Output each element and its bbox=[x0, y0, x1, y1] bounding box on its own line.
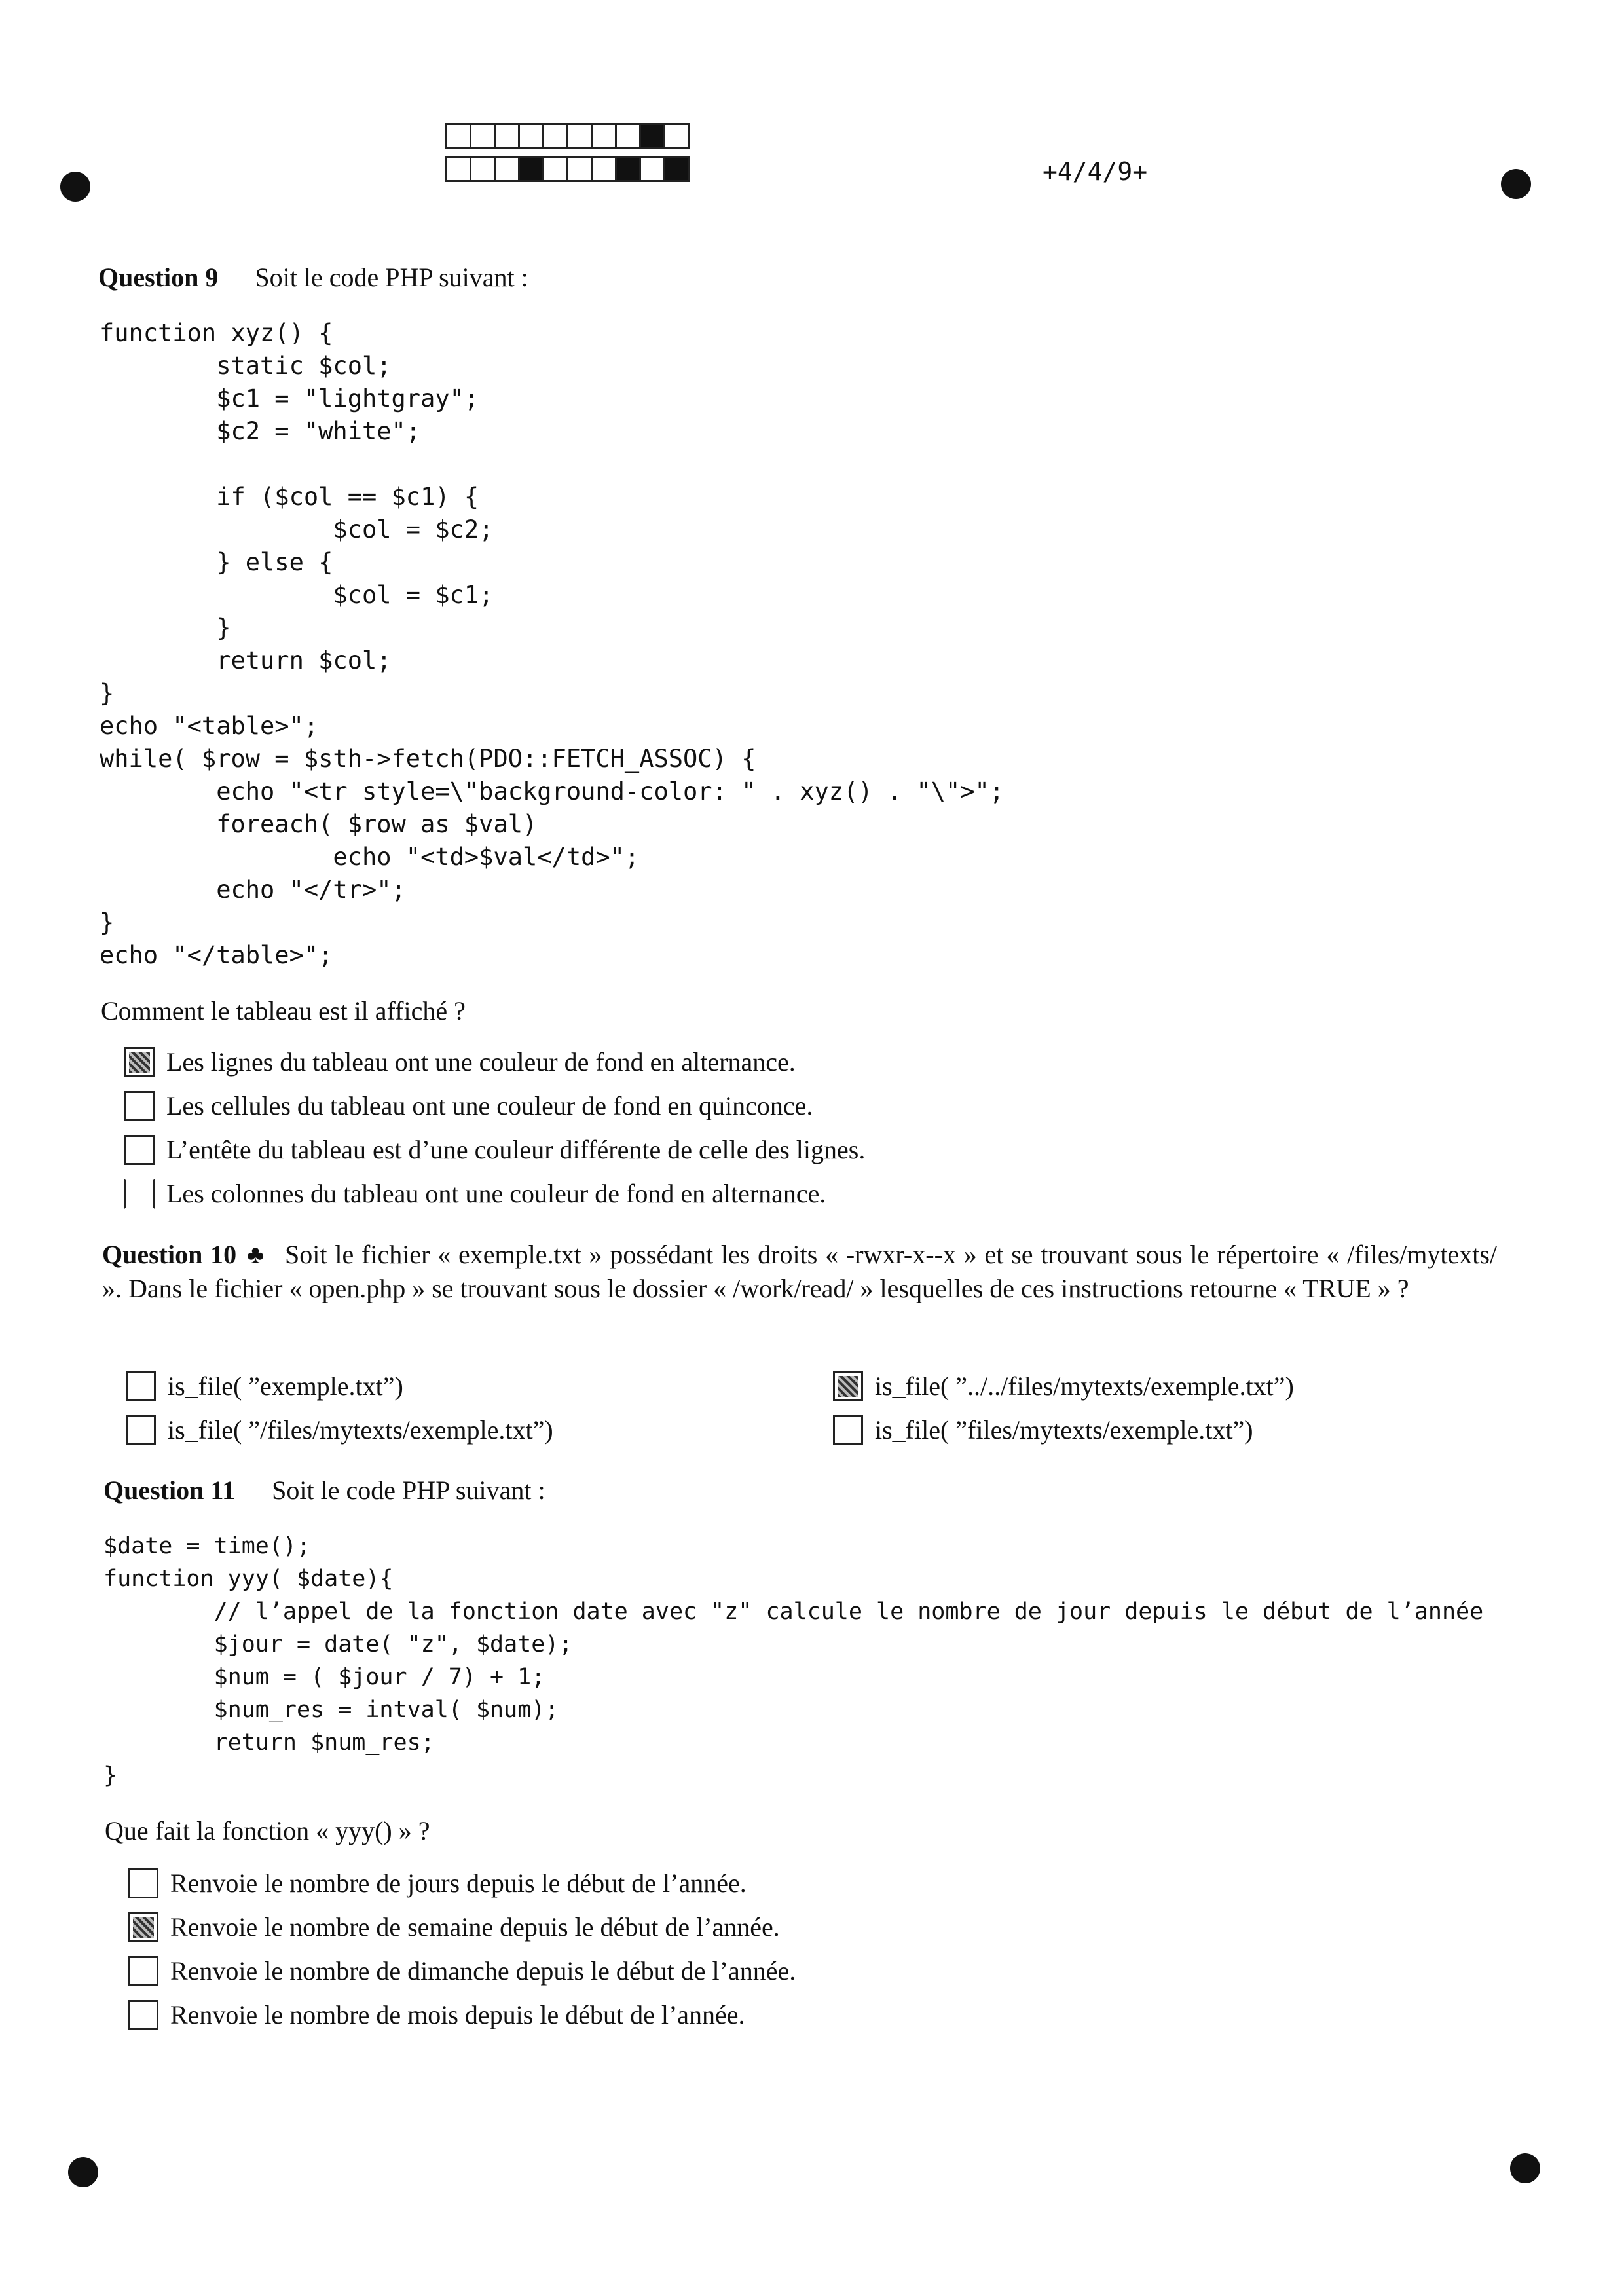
page-id-grid-row-2 bbox=[445, 156, 688, 182]
id-cell-empty bbox=[542, 123, 568, 149]
id-cell-filled bbox=[639, 123, 665, 149]
q10-text: Soit le fichier « exemple.txt » possédant les droits « -rwxr-x--x » et se trouvant sous le répertoire « /files/mytexts/ ». Dans le fichier « open.php » se trouvant sous le dossier « /work/read/ » lesquelles de ces instructions retourne « TRUE » ? bbox=[102, 1240, 1498, 1303]
checkbox-checked[interactable] bbox=[833, 1371, 863, 1401]
q11-header bbox=[103, 1475, 545, 1506]
q11-choice-2[interactable] bbox=[128, 1912, 780, 1942]
page-id-grid-row-1 bbox=[445, 123, 688, 149]
checkbox[interactable] bbox=[128, 2000, 158, 2030]
id-cell-filled bbox=[518, 156, 544, 182]
id-cell-empty bbox=[591, 156, 617, 182]
q9-question: Comment le tableau est il affiché ? bbox=[101, 996, 466, 1026]
checkbox[interactable] bbox=[126, 1371, 156, 1401]
registration-mark-top-left bbox=[60, 172, 90, 202]
q11-label: Question 11 bbox=[103, 1475, 236, 1505]
q10-statement bbox=[102, 1238, 1497, 1306]
q9-choice-4[interactable] bbox=[124, 1178, 826, 1209]
id-cell-empty bbox=[615, 123, 641, 149]
id-cell-empty bbox=[445, 123, 471, 149]
q9-label: Question 9 bbox=[98, 263, 219, 292]
checkbox[interactable] bbox=[124, 1091, 155, 1121]
q10-choice-4-label: is_file( ”files/mytexts/exemple.txt”) bbox=[875, 1415, 1253, 1445]
q10-choice-1-label: is_file( ”exemple.txt”) bbox=[168, 1371, 403, 1401]
q9-intro: Soit le code PHP suivant : bbox=[255, 263, 528, 292]
q10-choice-3[interactable] bbox=[833, 1371, 1294, 1401]
q9-choice-2[interactable] bbox=[124, 1090, 813, 1121]
q11-choice-4[interactable] bbox=[128, 1999, 745, 2030]
q11-choice-4-label: Renvoie le nombre de mois depuis le début de l’année. bbox=[170, 2000, 745, 2029]
q11-choice-2-label: Renvoie le nombre de semaine depuis le début de l’année. bbox=[170, 1912, 780, 1942]
q11-choice-3[interactable] bbox=[128, 1955, 796, 1986]
q9-header bbox=[98, 262, 528, 293]
q9-choice-1-label: Les lignes du tableau ont une couleur de fond en alternance. bbox=[166, 1047, 796, 1077]
id-cell-empty bbox=[470, 156, 496, 182]
id-cell-empty bbox=[663, 123, 690, 149]
q10-choice-4[interactable] bbox=[833, 1415, 1253, 1445]
checkbox[interactable] bbox=[124, 1179, 155, 1209]
checkbox[interactable] bbox=[833, 1415, 863, 1445]
q9-choice-4-label: Les colonnes du tableau ont une couleur de fond en alternance. bbox=[166, 1179, 826, 1208]
id-cell-filled bbox=[663, 156, 690, 182]
club-icon: ♣ bbox=[246, 1240, 266, 1269]
registration-mark-bottom-left bbox=[68, 2157, 98, 2187]
id-cell-filled bbox=[615, 156, 641, 182]
checkbox-checked[interactable] bbox=[124, 1047, 155, 1077]
registration-mark-bottom-right bbox=[1510, 2153, 1540, 2183]
id-cell-empty bbox=[542, 156, 568, 182]
q9-code: function xyz() { static $col; $c1 = "lightgray"; $c2 = "white"; if ($col == $c1) { $col = $c2; } else { $col = $c1; } return $col; } echo "<table>"; while( $row = $sth->fetch(PDO::FETCH_ASSOC) { echo "<tr style=\"background-color: " . xyz() . "\">"; foreach( $row as $val) echo "<td>$val</td>"; echo "</tr>"; } echo "</table>"; bbox=[100, 319, 1005, 969]
q9-choice-3[interactable] bbox=[124, 1134, 865, 1165]
q11-question: Que fait la fonction « yyy() » ? bbox=[105, 1816, 430, 1845]
id-cell-empty bbox=[518, 123, 544, 149]
q10-choice-2[interactable] bbox=[126, 1415, 553, 1445]
q11-choice-1-label: Renvoie le nombre de jours depuis le début de l’année. bbox=[170, 1868, 747, 1898]
checkbox-checked[interactable] bbox=[128, 1912, 158, 1942]
q11-choice-1[interactable] bbox=[128, 1868, 747, 1898]
q10-choice-2-label: is_file( ”/files/mytexts/exemple.txt”) bbox=[168, 1415, 553, 1445]
q11-choice-3-label: Renvoie le nombre de dimanche depuis le début de l’année. bbox=[170, 1956, 796, 1986]
q9-choice-1[interactable] bbox=[124, 1046, 796, 1077]
q10-choice-1[interactable] bbox=[126, 1371, 403, 1401]
q11-code: $date = time(); function yyy( $date){ // l’appel de la fonction date avec "z" calcule le nombre de jour depuis le début de l’année $jour = date( "z", $date); $num = ( $jour / 7) + 1; $num_res = intval( $num); return $num_res; } bbox=[103, 1533, 1484, 1788]
q10-label: Question 10 bbox=[102, 1240, 237, 1269]
checkbox[interactable] bbox=[128, 1956, 158, 1986]
q11-intro: Soit le code PHP suivant : bbox=[272, 1475, 545, 1505]
id-cell-empty bbox=[494, 156, 520, 182]
checkbox[interactable] bbox=[126, 1415, 156, 1445]
id-cell-empty bbox=[494, 123, 520, 149]
id-cell-empty bbox=[470, 123, 496, 149]
q10-choice-3-label: is_file( ”../../files/mytexts/exemple.txt”) bbox=[875, 1371, 1294, 1401]
id-cell-empty bbox=[639, 156, 665, 182]
id-cell-empty bbox=[566, 156, 593, 182]
q9-choice-3-label: L’entête du tableau est d’une couleur différente de celle des lignes. bbox=[166, 1135, 866, 1164]
q9-choice-2-label: Les cellules du tableau ont une couleur de fond en quinconce. bbox=[166, 1091, 813, 1120]
page-id: +4/4/9+ bbox=[1043, 157, 1148, 186]
registration-mark-top-right bbox=[1501, 169, 1531, 199]
id-cell-empty bbox=[445, 156, 471, 182]
id-cell-empty bbox=[591, 123, 617, 149]
id-cell-empty bbox=[566, 123, 593, 149]
checkbox[interactable] bbox=[128, 1868, 158, 1898]
checkbox[interactable] bbox=[124, 1135, 155, 1165]
